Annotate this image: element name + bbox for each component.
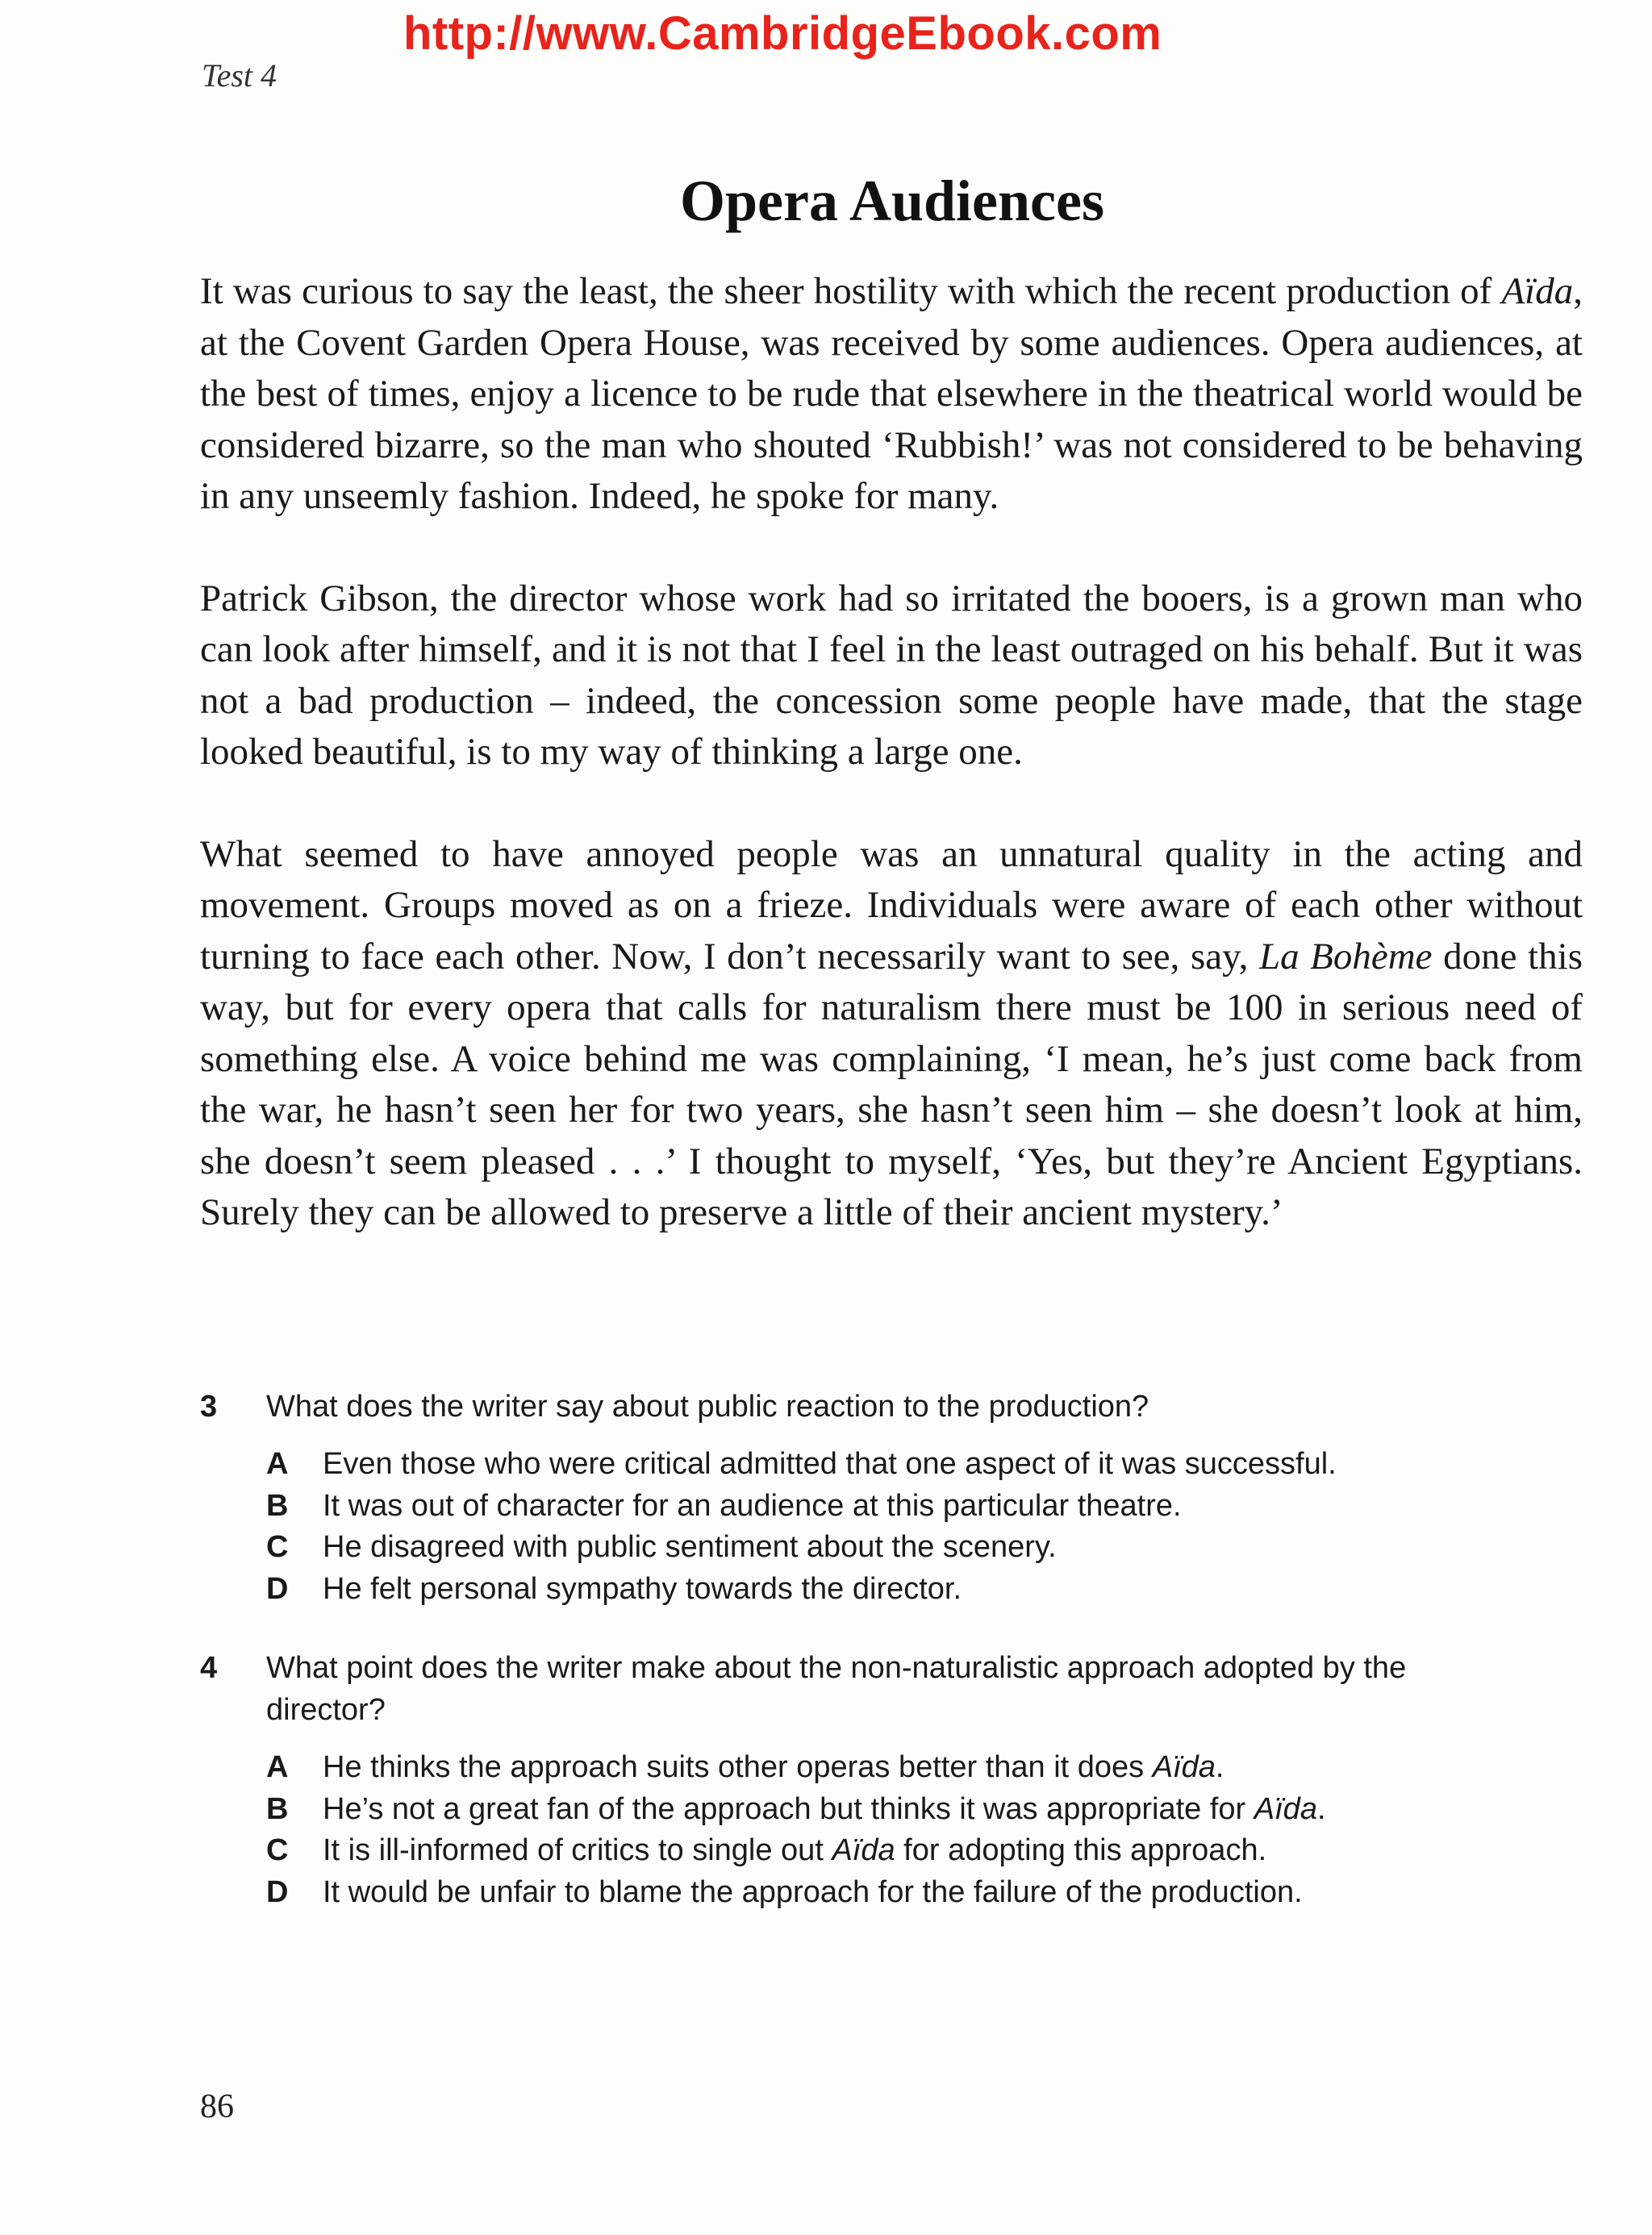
article-paragraph: [200, 573, 1583, 778]
italic-title: Aïda: [1501, 270, 1574, 312]
text-run: It is ill-informed of critics to single out: [323, 1833, 832, 1867]
text-run: .: [1215, 1750, 1224, 1784]
option-letter: C: [266, 1833, 289, 1867]
answer-option: [266, 1830, 1475, 1872]
article-title: Opera Audiences: [679, 169, 1104, 233]
answer-option: [266, 1747, 1475, 1789]
text-run: for adopting this approach.: [895, 1833, 1267, 1867]
text-run: What point does the writer make about the non-naturalistic approach adopted by the director?: [266, 1651, 1407, 1727]
text-run: Patrick Gibson, the director whose work had so irritated the booers, is a grown man who can look after himself, and it is not that I feel in the least outraged on his behalf. But it was not a bad production – indeed, the concession some people have made, that the stage looked beautiful, is to my way of thinking a large one.: [200, 577, 1583, 773]
answer-option: [266, 1527, 1475, 1569]
answer-option: [266, 1569, 1475, 1611]
answer-options: [200, 1444, 1475, 1610]
article-paragraph: [200, 266, 1583, 523]
text-run: He thinks the approach suits other operas better than it does: [323, 1750, 1153, 1784]
question-list: [200, 1386, 1475, 1950]
text-run: What seemed to have annoyed people was an unnatural quality in the acting and movement. Groups moved as on a frieze. Individuals were aware of each other without turning to face each other. Now, I don’t necessarily want to see, say,: [200, 832, 1583, 978]
answer-option: [266, 1444, 1475, 1486]
question-stem: [266, 1647, 1475, 1731]
answer-option: [266, 1486, 1475, 1528]
option-text: [323, 1527, 1475, 1569]
article-body: [200, 266, 1583, 1239]
option-letter: B: [266, 1488, 289, 1523]
option-text: [323, 1830, 1475, 1872]
question-item: [200, 1386, 1475, 1610]
option-letter: B: [266, 1791, 289, 1826]
text-run: He’s not a great fan of the approach but thinks it was appropriate for: [323, 1791, 1254, 1826]
answer-option: [266, 1789, 1475, 1831]
running-head: Test 4: [202, 57, 277, 94]
question-item: [200, 1647, 1475, 1913]
page-number: 86: [200, 2088, 234, 2125]
text-run: He felt personal sympathy towards the director.: [323, 1571, 962, 1606]
option-text: [323, 1747, 1475, 1789]
question-stem: [266, 1386, 1475, 1428]
text-run: , at the Covent Garden Opera House, was received by some audiences. Opera audiences, at the best of times, enjoy a licence to be rude that elsewhere in the theatrical world would be considered bizarre, so the man who shouted ‘Rubbish!’ was not considered to be behaving in any unseemly fashion. Indeed, he spoke for many.: [200, 270, 1583, 517]
option-letter: A: [266, 1447, 289, 1481]
text-run: It would be unfair to blame the approach for the failure of the production.: [323, 1874, 1303, 1909]
text-run: It was curious to say the least, the sheer hostility with which the recent production of: [200, 270, 1502, 312]
italic-title: Aïda: [1254, 1791, 1317, 1826]
italic-title: La Bohème: [1258, 935, 1433, 978]
answer-option: [266, 1872, 1475, 1914]
question-number: 3: [200, 1390, 218, 1424]
text-run: It was out of character for an audience at this particular theatre.: [323, 1488, 1182, 1523]
text-run: .: [1316, 1791, 1326, 1826]
article-paragraph: [200, 829, 1583, 1239]
option-letter: C: [266, 1530, 289, 1564]
text-run: What does the writer say about public reaction to the production?: [266, 1390, 1149, 1424]
option-text: [323, 1486, 1475, 1528]
italic-title: Aïda: [832, 1833, 895, 1867]
option-text: [323, 1569, 1475, 1611]
option-letter: D: [266, 1571, 289, 1606]
watermark-url: http://www.CambridgeEbook.com: [403, 7, 1162, 60]
option-text: [323, 1872, 1475, 1914]
question-header: [200, 1647, 1475, 1731]
option-text: [323, 1444, 1475, 1486]
option-letter: A: [266, 1750, 289, 1784]
option-text: [323, 1789, 1475, 1831]
question-number: 4: [200, 1651, 218, 1685]
text-run: Even those who were critical admitted that one aspect of it was successful.: [323, 1447, 1337, 1481]
option-letter: D: [266, 1874, 289, 1909]
text-run: done this way, but for every opera that calls for naturalism there must be 100 in serious need of something else. A voice behind me was complaining, ‘I mean, he’s just come back from the war, he hasn’t seen her for two years, she hasn’t seen him – she doesn’t look at him, she doesn’t seem pleased . . .’ I thought to myself, ‘Yes, but they’re Ancient Egyptians. Surely they can be allowed to preserve a little of their ancient mystery.’: [200, 935, 1583, 1233]
answer-options: [200, 1747, 1475, 1913]
question-header: [200, 1386, 1475, 1428]
text-run: He disagreed with public sentiment about the scenery.: [323, 1530, 1057, 1564]
italic-title: Aïda: [1152, 1750, 1216, 1784]
